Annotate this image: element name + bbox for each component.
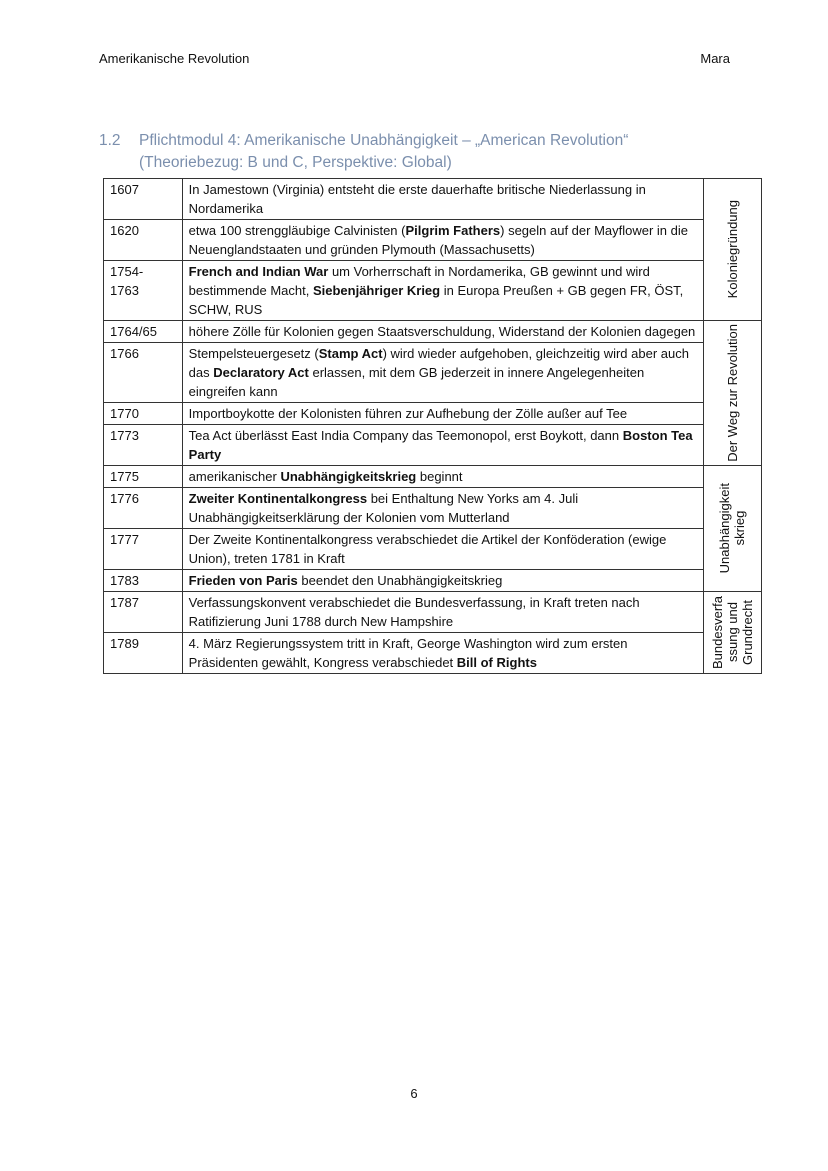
table-row <box>104 403 762 425</box>
bold-term: Siebenjähriger Krieg <box>312 283 441 298</box>
section-title: Pflichtmodul 4: Amerikanische Unabhängigkeit – „American Revolution“ <box>139 132 629 149</box>
event-cell: Der Zweite Kontinentalkongress verabschiedet die Artikel der Konföderation (ewige Union), treten 1781 in Kraft <box>182 529 703 570</box>
event-cell: etwa 100 strenggläubige Calvinisten (Pilgrim Fathers) segeln auf der Mayflower in die Neuenglandstaaten und gründen Plymouth (Massachusetts) <box>182 220 703 261</box>
bold-term: Stamp Act <box>318 346 383 361</box>
table-row <box>104 570 762 592</box>
year-cell: 1620 <box>104 220 183 261</box>
year-cell: 1607 <box>104 179 183 220</box>
table-row <box>104 488 762 529</box>
year-cell: 1777 <box>104 529 183 570</box>
bold-term: Zweiter Kontinentalkongress <box>188 491 368 506</box>
year-cell: 1766 <box>104 343 183 403</box>
table-row <box>104 321 762 343</box>
table-row <box>104 261 762 321</box>
category-cell <box>703 466 761 592</box>
bold-term: Frieden von Paris <box>188 573 298 588</box>
event-cell: Importboykotte der Kolonisten führen zur Aufhebung der Zölle außer auf Tee <box>182 403 703 425</box>
running-header-author: Mara <box>700 51 730 66</box>
bold-term: Declaratory Act <box>213 365 309 380</box>
year-cell: 1775 <box>104 466 183 488</box>
category-label: Koloniegründung <box>724 200 740 299</box>
category-cell <box>703 179 761 321</box>
running-header-title: Amerikanische Revolution <box>99 51 250 66</box>
bold-term: French and Indian War <box>188 264 329 279</box>
event-cell: amerikanischer Unabhängigkeitskrieg beginnt <box>182 466 703 488</box>
table-row <box>104 633 762 674</box>
table-row <box>104 592 762 633</box>
bold-term: Pilgrim Fathers <box>405 223 501 238</box>
table-row <box>104 466 762 488</box>
section-number: 1.2 <box>99 132 121 149</box>
category-label: Der Weg zur Revolution <box>724 324 740 462</box>
category-label: Unabhängigkeit skrieg <box>717 483 748 574</box>
category-cell <box>703 321 761 466</box>
table-row <box>104 425 762 466</box>
year-cell: 1770 <box>104 403 183 425</box>
event-cell: höhere Zölle für Kolonien gegen Staatsverschuldung, Widerstand der Kolonien dagegen <box>182 321 703 343</box>
year-cell: 1776 <box>104 488 183 529</box>
section-heading <box>99 130 739 174</box>
event-cell: In Jamestown (Virginia) entsteht die erste dauerhafte britische Niederlassung in Nordamerika <box>182 179 703 220</box>
category-label: Bundesverfa ssung und Grundrecht <box>709 596 755 669</box>
table-row <box>104 179 762 220</box>
year-cell: 1754- 1763 <box>104 261 183 321</box>
event-cell: Stempelsteuergesetz (Stamp Act) wird wieder aufgehoben, gleichzeitig wird aber auch das Declaratory Act erlassen, mit dem GB jederzeit in innere Angelegenheiten eingreifen kann <box>182 343 703 403</box>
bold-term: Boston Tea Party <box>188 428 693 462</box>
category-cell <box>703 592 761 674</box>
event-cell: 4. März Regierungssystem tritt in Kraft, George Washington wird zum ersten Präsidenten gewählt, Kongress verabschiedet Bill of Rights <box>182 633 703 674</box>
year-cell: 1773 <box>104 425 183 466</box>
year-cell: 1764/65 <box>104 321 183 343</box>
event-cell: Tea Act überlässt East India Company das Teemonopol, erst Boykott, dann Boston Tea Party <box>182 425 703 466</box>
table-row <box>104 343 762 403</box>
table-row <box>104 529 762 570</box>
event-cell: Frieden von Paris beendet den Unabhängigkeitskrieg <box>182 570 703 592</box>
section-subtitle: (Theoriebezug: B und C, Perspektive: Global) <box>139 154 452 171</box>
table-row <box>104 220 762 261</box>
page-number: 6 <box>410 1086 418 1101</box>
year-cell: 1787 <box>104 592 183 633</box>
event-cell: Verfassungskonvent verabschiedet die Bundesverfassung, in Kraft treten nach Ratifizierung Juni 1788 durch New Hampshire <box>182 592 703 633</box>
bold-term: Unabhängigkeitskrieg <box>280 469 417 484</box>
timeline-table <box>103 178 762 674</box>
event-cell: Zweiter Kontinentalkongress bei Enthaltung New Yorks am 4. Juli Unabhängigkeitserklärung der Kolonien vom Mutterland <box>182 488 703 529</box>
year-cell: 1789 <box>104 633 183 674</box>
bold-term: Bill of Rights <box>456 655 537 670</box>
year-cell: 1783 <box>104 570 183 592</box>
event-cell: French and Indian War um Vorherrschaft in Nordamerika, GB gewinnt und wird bestimmende Macht, Siebenjähriger Krieg in Europa Preußen + GB gegen FR, ÖST, SCHW, RUS <box>182 261 703 321</box>
